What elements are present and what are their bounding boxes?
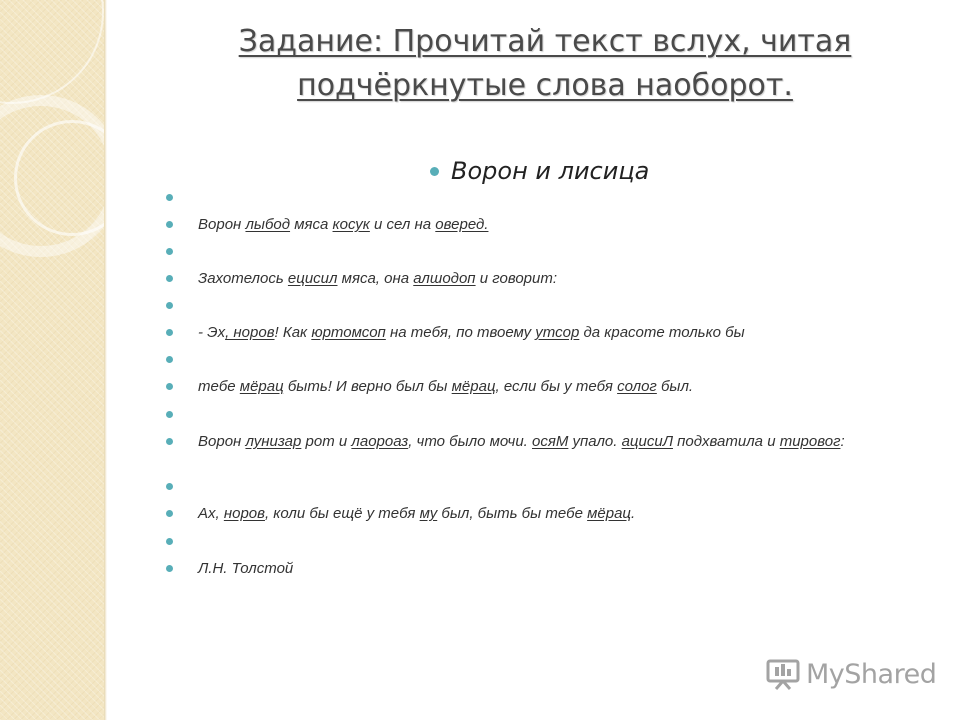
- text-segment: .: [631, 505, 636, 522]
- reversed-word: юртомсоп: [311, 324, 386, 341]
- slide-title: Задание: Прочитай текст вслух, читая подчёркнутые слова наоборот.: [238, 24, 852, 103]
- story-line: [166, 434, 906, 479]
- text-segment: подхватила и: [672, 433, 780, 450]
- bullet-icon: [166, 302, 173, 309]
- text-segment: Ах,: [198, 505, 224, 522]
- subtitle-row: [430, 155, 649, 187]
- bullet-icon: [166, 329, 173, 336]
- bullet-icon: [166, 194, 173, 201]
- text-segment: рот и: [301, 433, 352, 450]
- text-segment: , коли бы ещё у тебя: [264, 505, 420, 522]
- bullet-icon: [430, 167, 439, 176]
- story-line: [166, 506, 906, 534]
- bullet-icon: [166, 275, 173, 282]
- bullet-icon: [166, 383, 173, 390]
- reversed-word: косук: [332, 216, 370, 233]
- text-segment: - Эх: [198, 324, 226, 341]
- bullet-icon: [166, 483, 173, 490]
- empty-line: [166, 244, 906, 271]
- text-segment: упало.: [568, 433, 622, 450]
- decorative-ring: [0, 0, 104, 104]
- empty-line: [166, 298, 906, 325]
- bullet-icon: [166, 356, 173, 363]
- bullet-icon: [166, 221, 173, 228]
- sidebar-edge: [104, 0, 107, 720]
- text-segment: , если бы у тебя: [495, 378, 618, 395]
- text-segment: Ворон: [198, 216, 246, 233]
- empty-line: [166, 479, 906, 506]
- empty-line: [166, 534, 906, 561]
- text-segment: мяса, она: [337, 270, 414, 287]
- story-line: [166, 325, 906, 352]
- reversed-word: солог: [617, 378, 657, 395]
- bullet-icon: [166, 565, 173, 572]
- text-segment: Л.Н. Толстой: [198, 560, 294, 577]
- story-line-text: [198, 506, 908, 521]
- text-segment: Захотелось: [198, 270, 288, 287]
- reversed-word: му: [419, 505, 438, 522]
- reversed-word: мёрац: [239, 378, 284, 395]
- bullet-icon: [166, 538, 173, 545]
- reversed-word: ацисиЛ: [621, 433, 673, 450]
- text-segment: тебе: [198, 378, 240, 395]
- text-segment: был, быть бы тебе: [437, 505, 588, 522]
- text-segment: и говорит:: [475, 270, 558, 287]
- story-line-text: [198, 561, 908, 576]
- reversed-word: ецисил: [287, 270, 338, 287]
- reversed-word: алшодоп: [413, 270, 476, 287]
- text-segment: мяса: [290, 216, 333, 233]
- reversed-word: лунизар: [245, 433, 302, 450]
- reversed-word: лыбод: [245, 216, 291, 233]
- reversed-word: утсор: [535, 324, 580, 341]
- logo-text: MyShared: [806, 658, 937, 690]
- story-line: [166, 271, 906, 298]
- decorative-sidebar: [0, 0, 106, 720]
- text-segment: и сел на: [369, 216, 436, 233]
- presentation-board-icon: [766, 658, 800, 690]
- story-line-text: [198, 325, 908, 340]
- text-segment: быть! И верно был бы: [283, 378, 452, 395]
- story-line: [166, 561, 906, 591]
- reversed-word: тировог: [779, 433, 841, 450]
- watermark-logo: [766, 656, 936, 692]
- reversed-word: мёрац: [451, 378, 496, 395]
- empty-line: [166, 190, 906, 217]
- text-segment: :: [840, 433, 845, 450]
- reversed-word: овеpед.: [435, 216, 489, 233]
- reversed-word: норов: [223, 505, 265, 522]
- bullet-icon: [166, 248, 173, 255]
- reversed-word: мёрац: [587, 505, 631, 522]
- story-line-text: [198, 217, 908, 232]
- text-segment: на тебя, по твоему: [385, 324, 536, 341]
- reversed-word: лаороаз: [351, 433, 409, 450]
- story-title: Ворон и лисица: [451, 157, 650, 185]
- reversed-word: , норов: [225, 324, 275, 341]
- text-segment: Ворон: [198, 433, 246, 450]
- story-line-text: [198, 434, 908, 449]
- story-line-text: [198, 379, 908, 394]
- text-segment: ! Как: [274, 324, 312, 341]
- bullet-icon: [166, 510, 173, 517]
- text-segment: , что было мочи.: [408, 433, 532, 450]
- story-line: [166, 379, 906, 407]
- story-line: [166, 217, 906, 244]
- empty-line: [166, 352, 906, 379]
- empty-line: [166, 407, 906, 434]
- bullet-icon: [166, 438, 173, 445]
- story-line-text: [198, 271, 908, 286]
- text-segment: был.: [656, 378, 694, 395]
- reversed-word: осяМ: [532, 433, 569, 450]
- bullet-icon: [166, 411, 173, 418]
- text-segment: да красоте только бы: [579, 324, 745, 341]
